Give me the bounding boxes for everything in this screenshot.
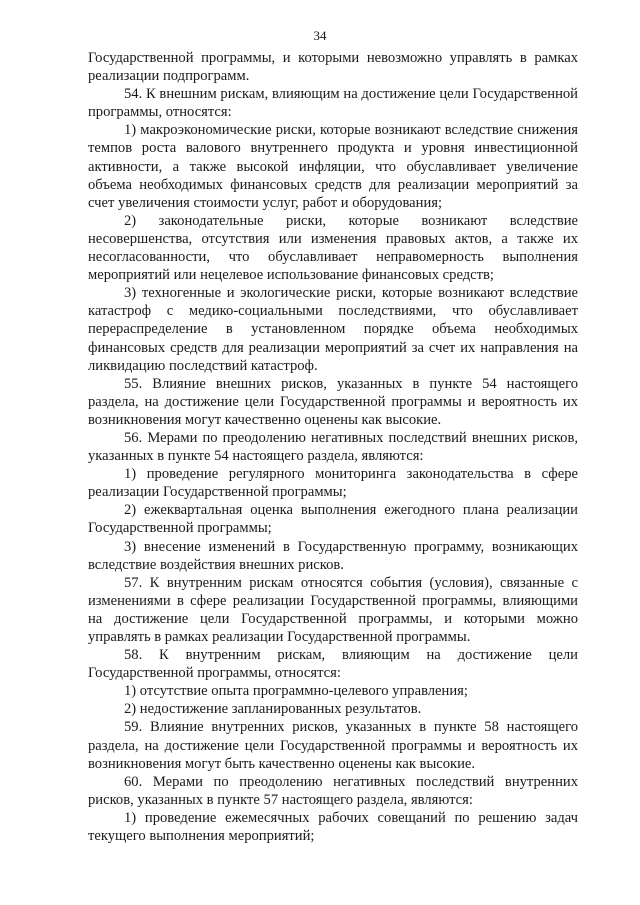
paragraph-54-item-2: 2) законодательные риски, которые возникают вследствие несовершенства, отсутствия или изменения правовых актов, а также их несогласованности, что обуславливает неправомерность выполнения мероприятий или нецелевое использование финансовых средств; <box>88 212 578 284</box>
paragraph-57: 57. К внутренним рискам относятся события (условия), связанные с изменениями в сфере реализации Государственной программы, влияющими на достижение цели Государственной программы, и которыми можно управлять в рамках реализации Государственной программы. <box>88 574 578 645</box>
paragraph-58: 58. К внутренним рискам, влияющим на достижение цели Государственной программы, относятся: <box>88 647 578 682</box>
paragraph-56-item-3: 3) внесение изменений в Государственную программу, возникающих вследствие воздействия внешних рисков. <box>88 538 578 573</box>
paragraph-60: 60. Мерами по преодолению негативных последствий внутренних рисков, указанных в пункте 57 настоящего раздела, являются: <box>88 773 578 808</box>
paragraph-56: 56. Мерами по преодолению негативных последствий внешних рисков, указанных в пункте 54 настоящего раздела, являются: <box>88 429 578 465</box>
paragraph-56-item-1: 1) проведение регулярного мониторинга законодательства в сфере реализации Государственной программы; <box>88 466 578 501</box>
document-body <box>88 49 578 845</box>
paragraph-59: 59. Влияние внутренних рисков, указанных в пункте 58 настоящего раздела, на достижение цели Государственной программы и вероятность их возникновения могут быть качественно оценены как высокие. <box>88 719 578 772</box>
paragraph-60-item-1: 1) проведение ежемесячных рабочих совещаний по решению задач текущего выполнения мероприятий; <box>88 809 578 845</box>
paragraph-54-item-1: 1) макроэкономические риски, которые возникают вследствие снижения темпов роста валового внутреннего продукта и уровня инвестиционной активности, а также высокой инфляции, что обуславливает увеличение объема необходимых финансовых средств для реализации мероприятий за счет увеличения стоимости услуг, работ и оборудования; <box>88 122 578 211</box>
paragraph-54-item-3: 3) техногенные и экологические риски, которые возникают вследствие катастроф с медико-социальными последствиями, что обуславливает перераспределение в установленном порядке объема необходимых финансовых средств для реализации мероприятий за счет их направления на ликвидацию последствий катастроф. <box>88 285 578 374</box>
paragraph-58-item-2: 2) недостижение запланированных результатов. <box>124 701 422 718</box>
page-number: 34 <box>313 28 327 43</box>
paragraph-55: 55. Влияние внешних рисков, указанных в пункте 54 настоящего раздела, на достижение цели Государственной программы и вероятность их возникновения могут качественно оценены как высокие. <box>88 375 578 428</box>
paragraph-continuation: Государственной программы, и которыми невозможно управлять в рамках реализации подпрограмм. <box>88 50 578 85</box>
paragraph-54: 54. К внешним рискам, влияющим на достижение цели Государственной программы, относятся: <box>88 86 578 121</box>
paragraph-58-item-1: 1) отсутствие опыта программно-целевого управления; <box>124 683 468 700</box>
paragraph-56-item-2: 2) ежеквартальная оценка выполнения ежегодного плана реализации Государственной программы; <box>88 502 578 537</box>
